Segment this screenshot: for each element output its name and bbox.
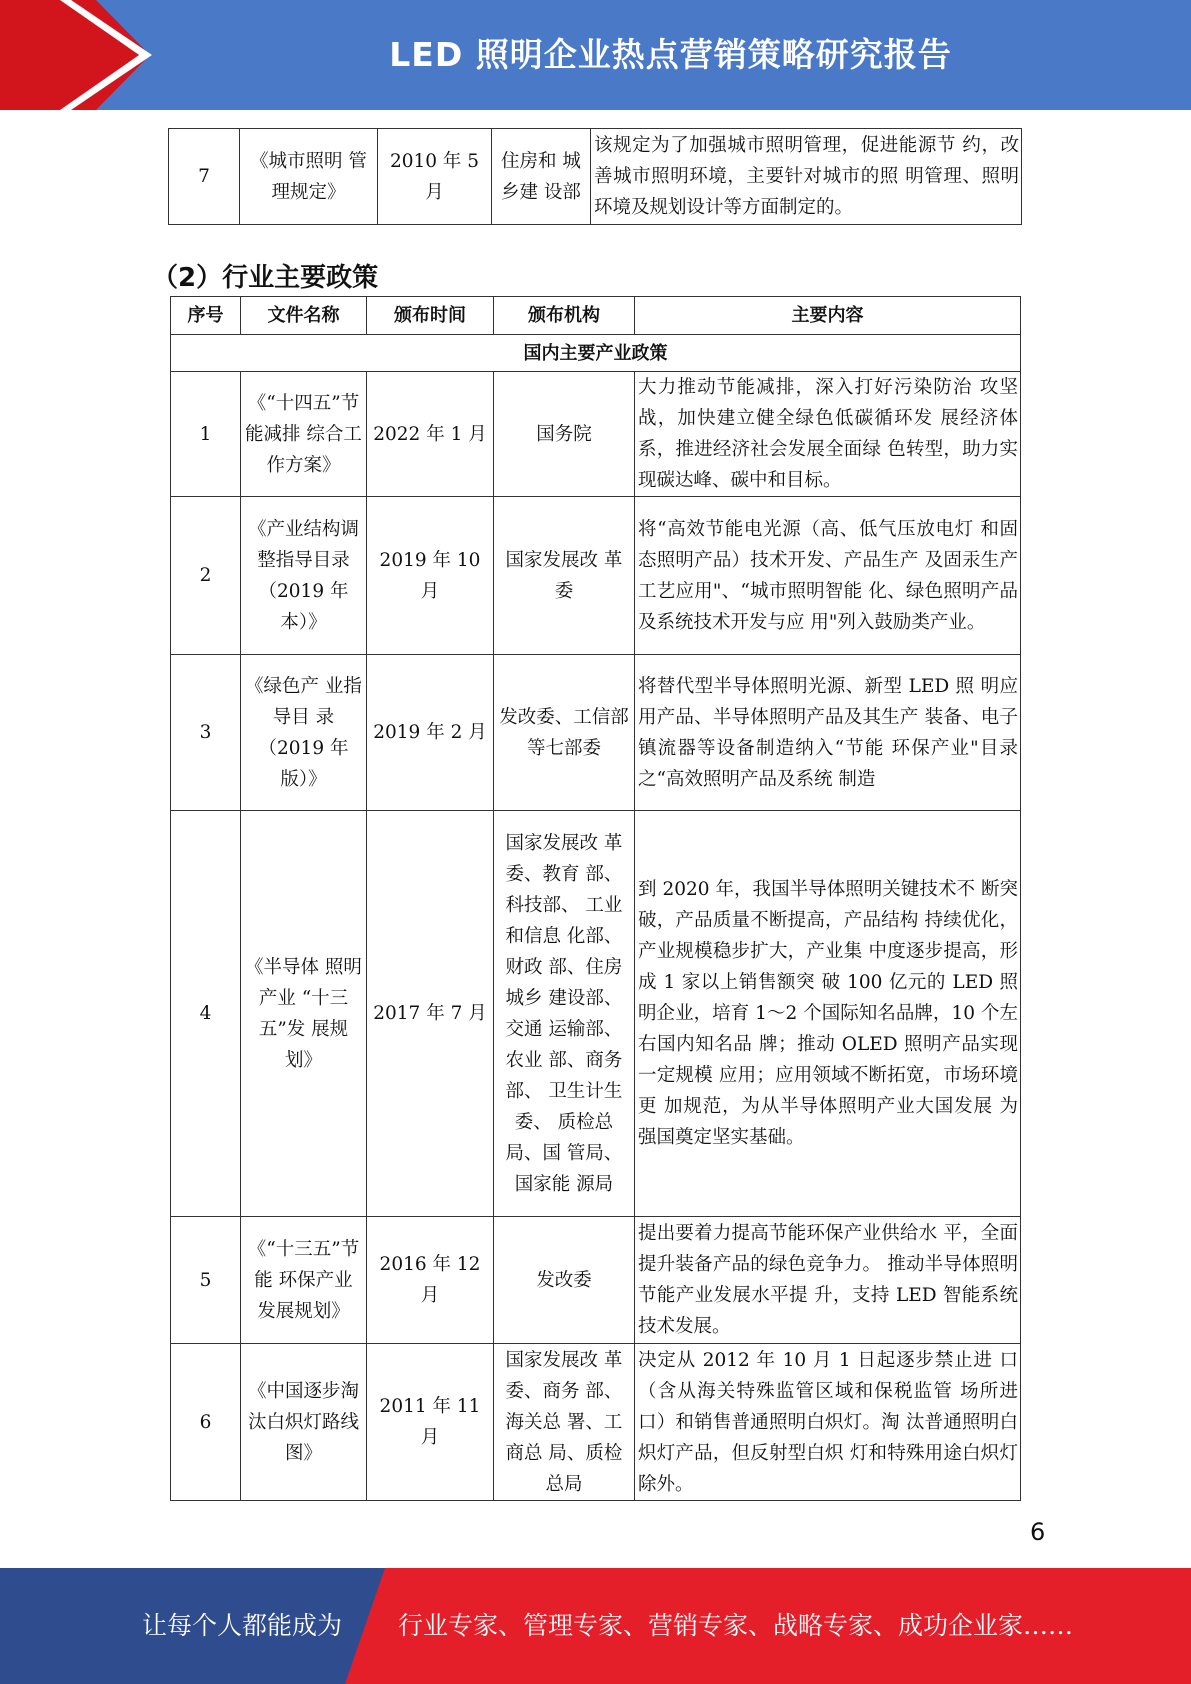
main-content: 决定从 2012 年 10 月 1 日起逐步禁止进 口（含从海关特殊监管区域和保税监管 场所进口）和销售普通照明白炽灯。淘 汰普通照明白炽灯产品，但反射型白炽 灯和特殊用途白炽灯除外。 <box>635 1344 1021 1501</box>
issue-date: 2022 年 1 月 <box>367 372 494 497</box>
doc-name: 《“十四五”节能减排 综合工作方案》 <box>241 372 367 497</box>
table-header-row <box>171 297 1021 335</box>
issue-date: 2019 年 10 月 <box>367 497 494 655</box>
group-row <box>171 335 1021 372</box>
issue-date: 2011 年 11 月 <box>367 1344 494 1501</box>
issuing-org: 国家发展改 革委、教育 部、科技部、 工业和信息 化部、财政 部、住房城乡 建设部、交通 运输部、农业 部、商务部、 卫生计生委、 质检总局、国 管局、国家能 源局 <box>494 811 635 1217</box>
main-content: 大力推动节能减排，深入打好污染防治 攻坚战，加快建立健全绿色低碳循环发 展经济体系，推进经济社会发展全面绿 色转型，助力实现碳达峰、碳中和目标。 <box>635 372 1021 497</box>
header-name: 文件名称 <box>241 297 367 335</box>
issuing-org: 住房和 城乡建 设部 <box>492 129 591 225</box>
main-content: 该规定为了加强城市照明管理，促进能源节 约，改善城市照明环境，主要针对城市的照 明管理、照明环境及规划设计等方面制定的。 <box>591 129 1022 225</box>
issuing-org: 发改委、工信部等七部委 <box>494 655 635 811</box>
header-no: 序号 <box>171 297 241 335</box>
doc-name: 《产业结构调整指导目录（2019 年本）》 <box>241 497 367 655</box>
table-row <box>171 811 1021 1217</box>
main-content: 将替代型半导体照明光源、新型 LED 照 明应用产品、半导体照明产品及其生产 装备、电子镇流器等设备制造纳入“节能 环保产业"目录之“高效照明产品及系统 制造 <box>635 655 1021 811</box>
table-row <box>171 372 1021 497</box>
report-title: LED 照明企业热点营销策略研究报告 <box>389 35 952 74</box>
table-row <box>171 1344 1021 1501</box>
group-title: 国内主要产业政策 <box>171 335 1021 372</box>
main-content: 将“高效节能电光源（高、低气压放电灯 和固态照明产品）技术开发、产品生产 及固汞生产工艺应用"、“城市照明智能 化、绿色照明产品及系统技术开发与应 用"列入鼓励类产业。 <box>635 497 1021 655</box>
row-number: 1 <box>171 372 241 497</box>
issue-date: 2017 年 7 月 <box>367 811 494 1217</box>
main-content: 提出要着力提高节能环保产业供给水 平，全面提升装备产品的绿色竞争力。 推动半导体照明节能产业发展水平提 升，支持 LED 智能系统技术发展。 <box>635 1217 1021 1344</box>
main-content: 到 2020 年，我国半导体照明关键技术不 断突破，产品质量不断提高，产品结构 持续优化，产业规模稳步扩大，产业集 中度逐步提高，形成 1 家以上销售额突 破 100 亿元的 LED 照明企业，培育 1～2 个国际知名品牌，10 个左右国内知名品 牌；推动 OLED 照明产品实现一定规模 应用；应用领域不断拓宽，市场环境更 加规范，为从半导体照明产业大国发展 为强国奠定坚实基础。 <box>635 811 1021 1217</box>
footer-slogan-right: 行业专家、管理专家、营销专家、战略专家、成功企业家…… <box>398 1611 1074 1640</box>
row-number: 7 <box>169 129 240 225</box>
header-org: 颁布机构 <box>494 297 635 335</box>
doc-name: 《“十三五”节能 环保产业 发展规划》 <box>241 1217 367 1344</box>
header-red-arrow <box>0 0 150 110</box>
issue-date: 2019 年 2 月 <box>367 655 494 811</box>
policy-table-continued <box>168 128 1022 225</box>
doc-name: 《半导体 照明产业 “十三五”发 展规划》 <box>241 811 367 1217</box>
issuing-org: 发改委 <box>494 1217 635 1344</box>
row-number: 4 <box>171 811 241 1217</box>
issuing-org: 国务院 <box>494 372 635 497</box>
table-row <box>169 129 1022 225</box>
row-number: 5 <box>171 1217 241 1344</box>
issuing-org: 国家发展改 革委、商务 部、海关总 署、工商总 局、质检总局 <box>494 1344 635 1501</box>
doc-name: 《中国逐步淘汰白炽灯路线图》 <box>241 1344 367 1501</box>
row-number: 2 <box>171 497 241 655</box>
header-date: 颁布时间 <box>367 297 494 335</box>
doc-name: 《城市照明 管理规定》 <box>240 129 378 225</box>
page-footer <box>0 1568 1191 1684</box>
page-number: 6 <box>1030 1518 1046 1546</box>
issue-date: 2010 年 5 月 <box>378 129 492 225</box>
issue-date: 2016 年 12 月 <box>367 1217 494 1344</box>
page-header <box>0 0 1191 110</box>
table-row <box>171 655 1021 811</box>
industry-policy-table <box>170 296 1021 1501</box>
header-content: 主要内容 <box>635 297 1021 335</box>
footer-slogan-left: 让每个人都能成为 <box>142 1611 343 1640</box>
section-heading: （2）行业主要政策 <box>152 263 379 293</box>
row-number: 3 <box>171 655 241 811</box>
issuing-org: 国家发展改 革委 <box>494 497 635 655</box>
row-number: 6 <box>171 1344 241 1501</box>
doc-name: 《绿色产 业指导目 录（2019 年版）》 <box>241 655 367 811</box>
table-row <box>171 497 1021 655</box>
table-row <box>171 1217 1021 1344</box>
